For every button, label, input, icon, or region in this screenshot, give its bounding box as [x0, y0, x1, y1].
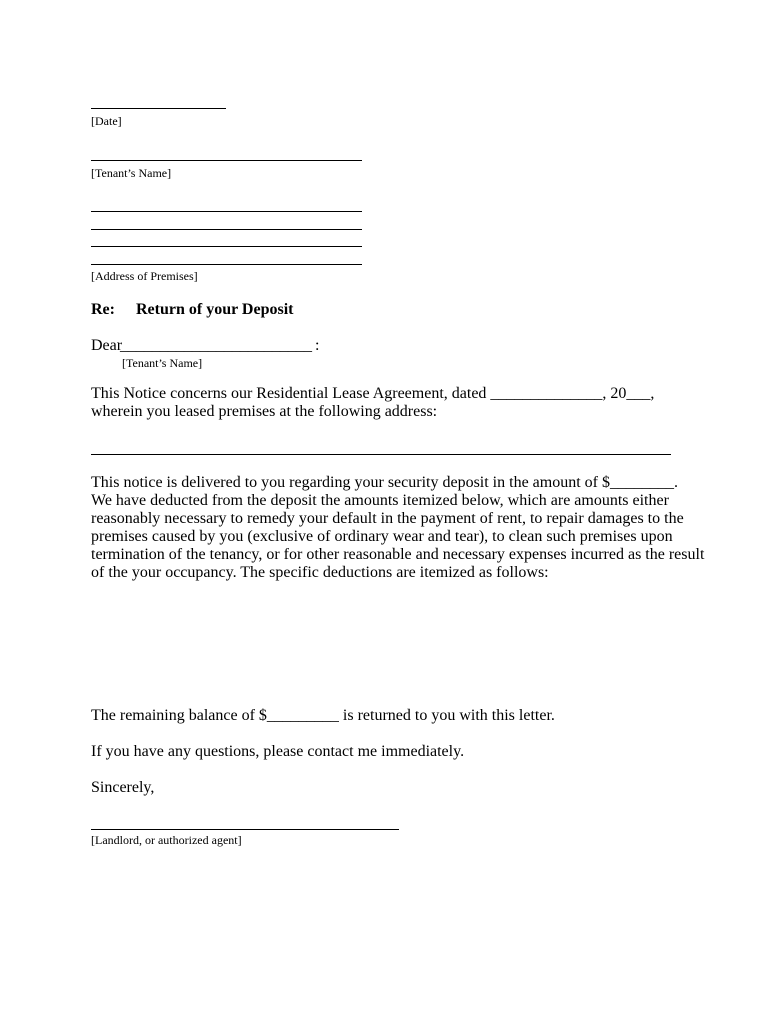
deposit-paragraph-line: termination of the tenancy, or for other reasonable and necessary expenses incurred as the result — [91, 546, 705, 563]
signature-label: [Landlord, or authorized agent] — [91, 833, 242, 847]
deposit-paragraph-line: of the your occupancy. The specific deductions are itemized as follows: — [91, 564, 549, 581]
re-label: Re: — [91, 301, 115, 318]
address-line-4 — [91, 264, 362, 265]
premises-address-line — [91, 454, 671, 455]
address-label: [Address of Premises] — [91, 269, 198, 283]
deposit-paragraph-line: premises caused by you (exclusive of ordinary wear and tear), to clean such premises upon — [91, 528, 673, 545]
tenant-name-label: [Tenant’s Name] — [91, 166, 172, 180]
closing-sincerely: Sincerely, — [91, 779, 155, 796]
balance-statement: The remaining balance of $_________ is returned to you with this letter. — [91, 707, 555, 724]
address-line-1 — [91, 211, 362, 212]
questions-statement: If you have any questions, please contact me immediately. — [91, 743, 465, 760]
deposit-paragraph-line: This notice is delivered to you regarding your security deposit in the amount of $________. — [91, 474, 678, 491]
address-line-3 — [91, 246, 362, 247]
signature-line — [91, 829, 399, 830]
paragraph1-line1: This Notice concerns our Residential Lease Agreement, dated ______________, 20___, — [91, 385, 655, 402]
deposit-paragraph-line: reasonably necessary to remedy your default in the payment of rent, to repair damages to the — [91, 510, 684, 527]
salutation-colon: : — [315, 337, 320, 354]
subject-title: Return of your Deposit — [136, 301, 294, 318]
address-line-2 — [91, 229, 362, 230]
salutation-blank: ________________________ — [120, 337, 312, 354]
deposit-paragraph-line: We have deducted from the deposit the amounts itemized below, which are amounts either — [91, 492, 669, 509]
date-label: [Date] — [91, 114, 122, 128]
salutation-tenant-name-label: [Tenant’s Name] — [122, 356, 203, 370]
deposit-paragraph — [91, 474, 705, 582]
tenant-name-line — [91, 160, 362, 161]
paragraph1-line2: wherein you leased premises at the following address: — [91, 403, 438, 420]
date-line — [91, 108, 226, 109]
salutation-dear: Dear — [91, 337, 123, 354]
